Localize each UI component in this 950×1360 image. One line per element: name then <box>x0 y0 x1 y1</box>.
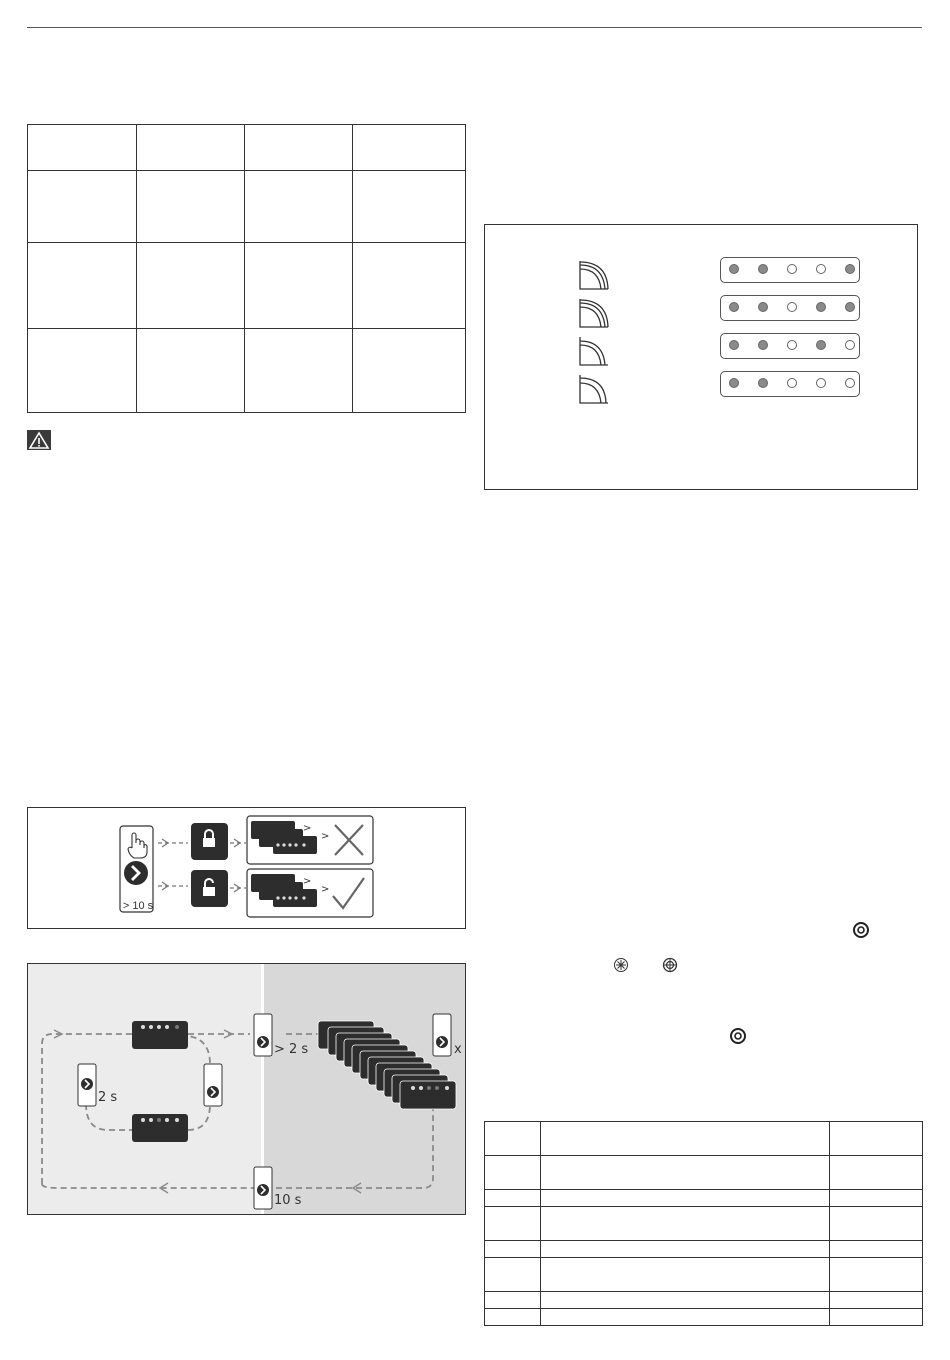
svg-text:>: > <box>321 831 330 842</box>
table-cell <box>137 243 245 329</box>
table-cell <box>353 171 466 243</box>
svg-text:> 2 s: > 2 s <box>274 1042 309 1057</box>
led-indicator <box>816 264 826 274</box>
fan-icon <box>613 957 629 973</box>
upper-table <box>27 124 466 413</box>
led-indicator <box>758 378 768 388</box>
led-indicator <box>787 264 797 274</box>
led-indicator <box>787 302 797 312</box>
led-indicator <box>729 378 739 388</box>
svg-text:>: > <box>321 884 330 895</box>
table-cell <box>28 125 137 171</box>
led-indicator <box>845 264 855 274</box>
led-level-panel <box>484 224 918 490</box>
hold-duration-label: > 10 s <box>122 900 154 912</box>
led-indicator <box>758 302 768 312</box>
fan-dense-icon <box>662 957 678 973</box>
table-cell <box>245 329 353 413</box>
table-cell <box>830 1122 923 1156</box>
table-cell <box>830 1292 923 1309</box>
led-indicator <box>729 340 739 350</box>
led-strip <box>720 333 860 359</box>
table-cell <box>245 171 353 243</box>
table-cell <box>28 171 137 243</box>
table-cell <box>353 243 466 329</box>
table-cell <box>485 1190 541 1207</box>
led-indicator <box>787 378 797 388</box>
top-rule <box>27 27 922 28</box>
svg-text:2 s: 2 s <box>98 1090 118 1105</box>
table-cell <box>485 1258 541 1292</box>
table-cell <box>541 1241 830 1258</box>
target-circle-icon <box>729 1027 747 1045</box>
target-circle-icon <box>852 921 870 939</box>
svg-text:10 s: 10 s <box>274 1193 302 1208</box>
lower-table <box>484 1121 923 1326</box>
led-indicator <box>787 340 797 350</box>
led-indicator <box>729 264 739 274</box>
table-cell <box>485 1309 541 1326</box>
table-cell <box>485 1292 541 1309</box>
table-cell <box>541 1292 830 1309</box>
table-cell <box>830 1241 923 1258</box>
table-cell <box>485 1241 541 1258</box>
sound-level-icons <box>577 259 611 409</box>
led-indicator <box>816 340 826 350</box>
display-panel <box>132 1114 188 1142</box>
table-cell <box>830 1309 923 1326</box>
table-cell <box>541 1207 830 1241</box>
led-indicator <box>729 302 739 312</box>
table-cell <box>245 243 353 329</box>
table-cell <box>541 1258 830 1292</box>
svg-text:>: > <box>303 876 312 887</box>
table-cell <box>830 1156 923 1190</box>
table-cell <box>28 329 137 413</box>
table-cell <box>353 125 466 171</box>
key-lock-panel <box>27 807 466 929</box>
warning-triangle-icon <box>27 430 51 450</box>
led-strip <box>720 295 860 321</box>
svg-text:x: x <box>454 1042 462 1057</box>
table-cell <box>485 1207 541 1241</box>
led-strip <box>720 371 860 397</box>
mode-flow-panel <box>27 963 466 1215</box>
led-indicator <box>845 302 855 312</box>
table-cell <box>485 1156 541 1190</box>
led-indicator <box>845 378 855 388</box>
table-cell <box>485 1122 541 1156</box>
led-indicator <box>758 340 768 350</box>
table-cell <box>245 125 353 171</box>
led-indicator <box>845 340 855 350</box>
led-indicator <box>816 378 826 388</box>
table-cell <box>28 243 137 329</box>
table-cell <box>541 1122 830 1156</box>
table-cell <box>541 1190 830 1207</box>
table-cell <box>541 1309 830 1326</box>
led-strip <box>720 257 860 283</box>
table-cell <box>137 329 245 413</box>
led-indicator <box>758 264 768 274</box>
led-indicator <box>816 302 826 312</box>
chevron-right-circle-icon <box>124 861 148 885</box>
display-panel <box>132 1021 188 1049</box>
table-cell <box>541 1156 830 1190</box>
table-cell <box>137 171 245 243</box>
table-cell <box>830 1207 923 1241</box>
svg-text:>: > <box>303 823 312 834</box>
table-cell <box>353 329 466 413</box>
table-cell <box>830 1190 923 1207</box>
table-cell <box>830 1258 923 1292</box>
table-cell <box>137 125 245 171</box>
